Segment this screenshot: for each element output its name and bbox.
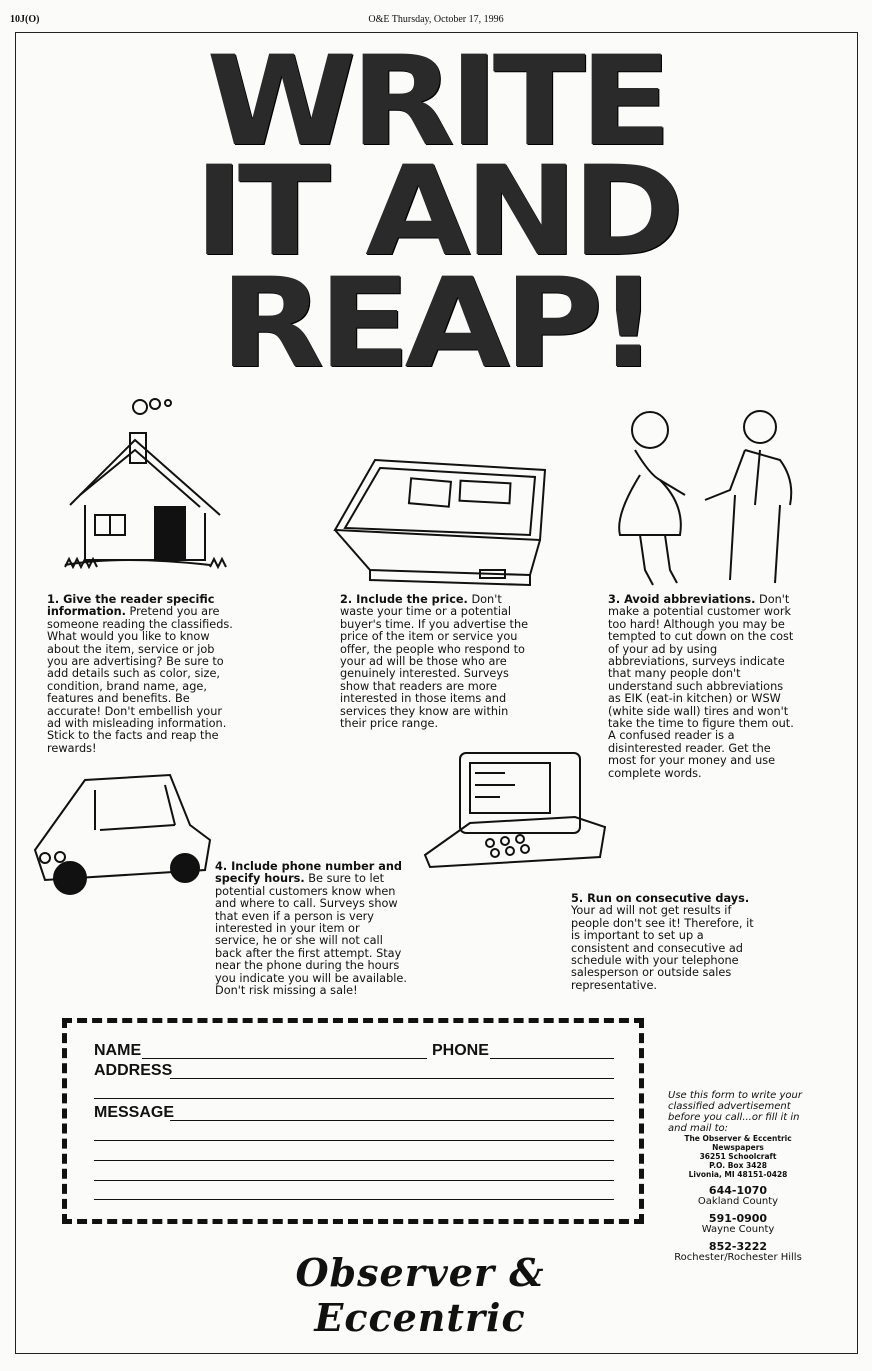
- message-field[interactable]: [170, 1120, 614, 1121]
- briefcase-illustration: [330, 450, 560, 590]
- name-label: NAME: [94, 1042, 142, 1059]
- house-illustration: [60, 395, 240, 585]
- phone-field[interactable]: [490, 1058, 614, 1059]
- address-field[interactable]: [170, 1078, 614, 1079]
- headline-line-3: REAP!: [219, 252, 653, 396]
- phone-label: PHONE: [432, 1042, 489, 1059]
- tip-4-body: Be sure to let potential customers know when and where to call. Surveys show that even if a person is very interested in your item or service, he or she will not call back after the first attempt. Stay near the phone during the hours you indicate you will be available. Don't risk missing a sale!: [215, 872, 407, 998]
- newspaper-logo: Observer & Eccentric: [295, 1250, 545, 1340]
- tip-2: [340, 594, 532, 730]
- mail-address-2: Newspapers: [712, 1143, 764, 1152]
- mail-address-1: The Observer & Eccentric: [684, 1134, 792, 1143]
- tip-4: [215, 861, 407, 997]
- mail-address-5: Livonia, MI 48151-0428: [688, 1170, 788, 1179]
- mail-address-4: P.O. Box 3428: [709, 1161, 767, 1170]
- car-illustration: [25, 770, 215, 900]
- phone-number-oakland: 644-1070: [708, 1184, 768, 1197]
- phone-number-rochester: 852-3222: [708, 1240, 768, 1253]
- headline-line-2: IT AND: [193, 140, 679, 284]
- message-line[interactable]: [94, 1160, 614, 1161]
- address-label: ADDRESS: [94, 1062, 173, 1079]
- page-number: 10J(O): [10, 14, 40, 25]
- couple-illustration: [605, 405, 815, 590]
- tip-3-title: 3. Avoid abbreviations.: [608, 593, 756, 606]
- phone-number-wayne: 591-0900: [708, 1212, 768, 1225]
- tip-5-title: 5. Run on consecutive days.: [571, 892, 750, 905]
- message-line[interactable]: [94, 1140, 614, 1141]
- phone-area-wayne: Wayne County: [701, 1224, 775, 1235]
- tip-1: [47, 594, 235, 755]
- message-line[interactable]: [94, 1180, 614, 1181]
- header-date: O&E Thursday, October 17, 1996: [368, 14, 504, 25]
- tip-3: [608, 594, 798, 780]
- phone-area-oakland: Oakland County: [697, 1196, 779, 1207]
- mail-intro: Use this form to write your classified advertisement before you call...or fill it in and mail to:: [668, 1090, 802, 1134]
- tip-1-body: Pretend you are someone reading the classifieds. What would you like to know about the item, service or job you are advertising? Be sure to add details such as color, size, condition, brand name, age, features and benefits. Be accurate! Don't embellish your ad with misleading information. Stick to the facts and reap the rewards!: [47, 605, 233, 755]
- mail-info: [668, 1090, 808, 1263]
- phone-area-rochester: Rochester/Rochester Hills: [674, 1252, 802, 1263]
- tip-1-title: 1. Give the reader specific information.: [47, 593, 215, 619]
- computer-illustration: [420, 745, 610, 875]
- name-field[interactable]: [142, 1058, 427, 1059]
- mail-address-3: 36251 Schoolcraft: [699, 1152, 777, 1161]
- headline-line-1: WRITE: [206, 30, 666, 174]
- tip-5-body: Your ad will not get results if people don't see it! Therefore, it is important to set up a consistent and consecutive ad schedule with your telephone salesperson or outside sales representative.: [571, 904, 754, 992]
- address-field-line-2[interactable]: [94, 1098, 614, 1099]
- message-label: MESSAGE: [94, 1104, 175, 1121]
- tip-4-title: 4. Include phone number and specify hours.: [215, 860, 403, 886]
- tip-3-body: Don't make a potential customer work too hard! Although you may be tempted to cut down on the cost of your ad by using abbreviations, surveys indicate that many people don't understand such abbreviations as EIK (eat-in kitchen) or WSW (white side wall) tires and won't take the time to figure them out. A confused reader is a disinterested reader. Get the most for your money and use complete words.: [608, 593, 794, 780]
- tip-2-title: 2. Include the price.: [340, 593, 468, 606]
- tip-5: [571, 893, 761, 992]
- message-line[interactable]: [94, 1199, 614, 1200]
- tip-2-body: Don't waste your time or a potential buyer's time. If you advertise the price of the item or service you offer, the people who respond to your ad will be those who are genuinely interested. Surveys show that readers are more interested in those items and services they know are within their price range.: [340, 593, 529, 731]
